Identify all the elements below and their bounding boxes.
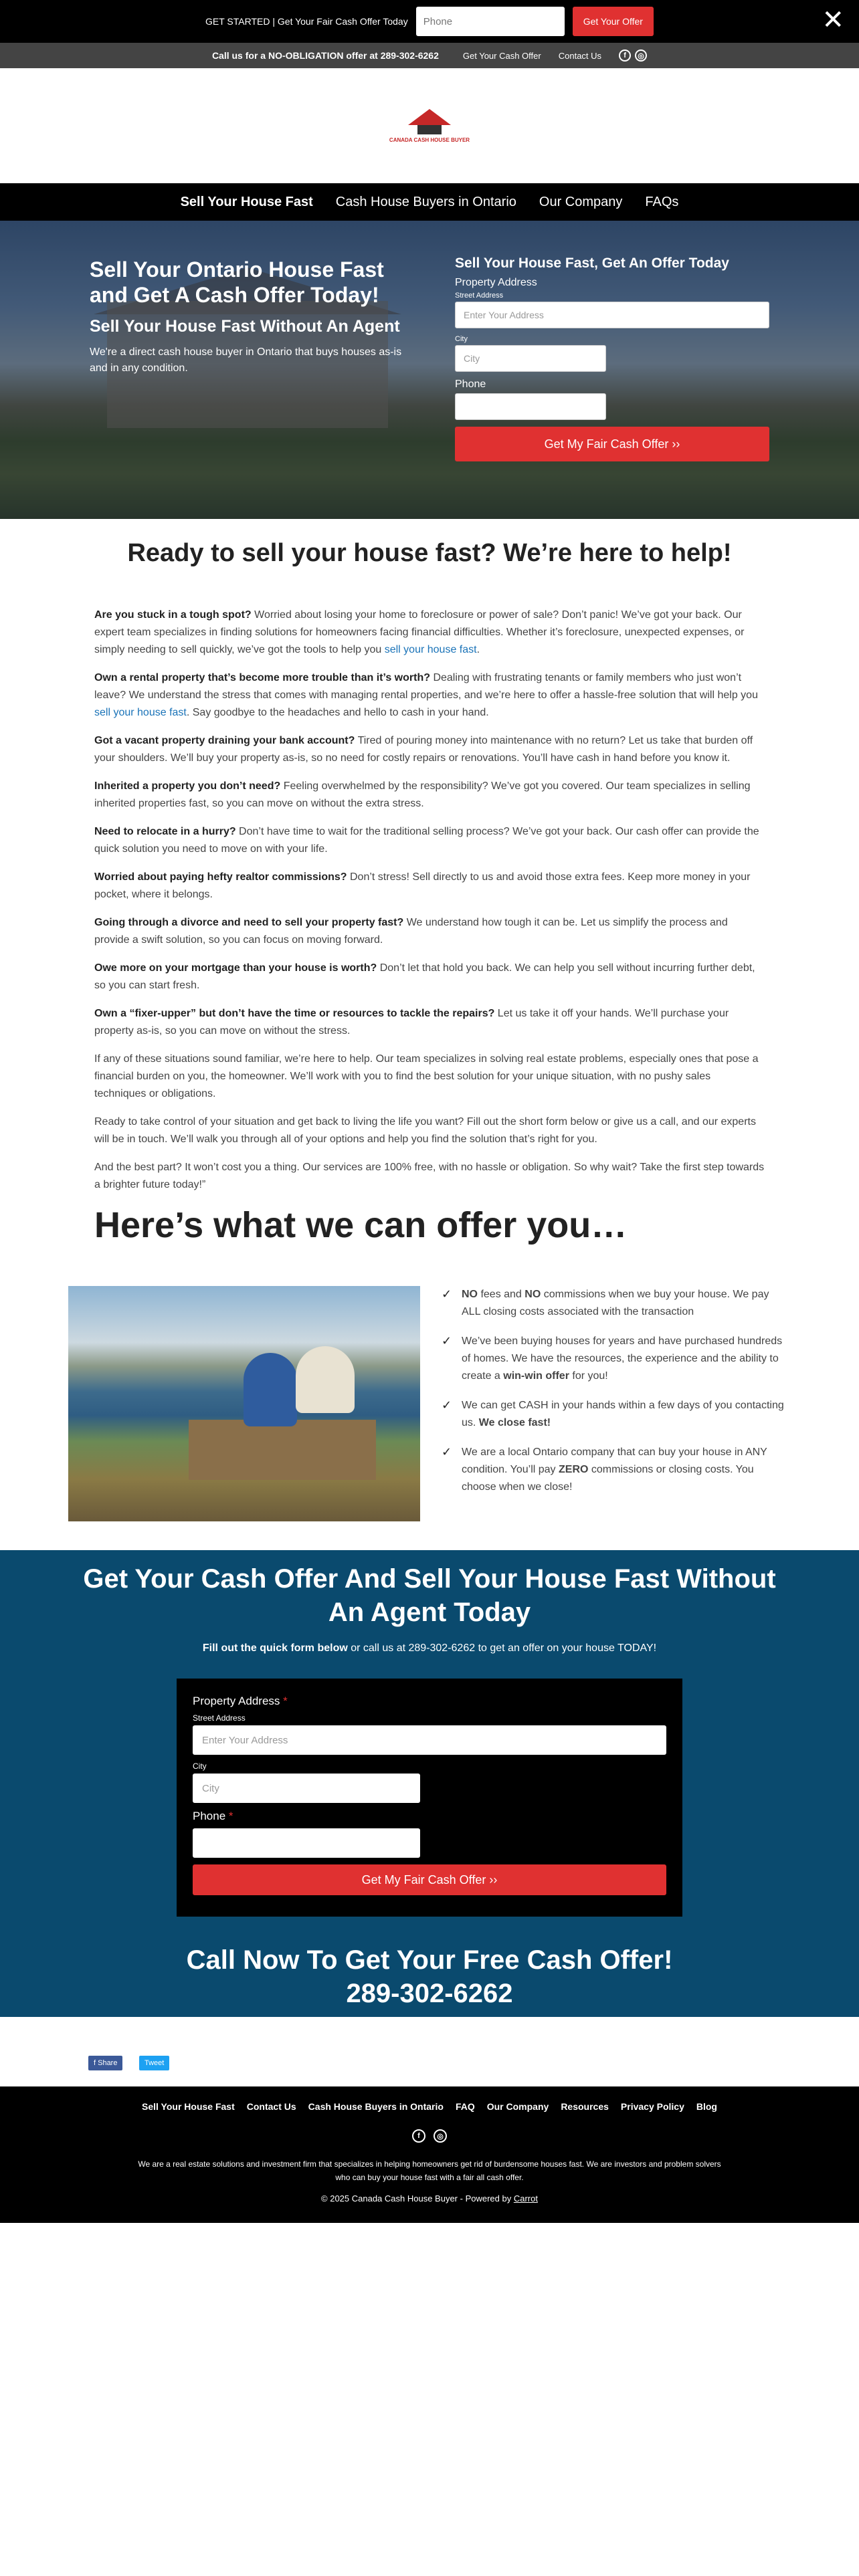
logo-text: CANADA CASH HOUSE BUYER: [389, 136, 470, 143]
offer-list: [442, 1286, 789, 1508]
logo-roof-icon: [408, 109, 451, 125]
hero-title: Sell Your Ontario House Fast and Get A Cash Offer Today!: [90, 257, 384, 307]
content-paragraph: Worried about paying hefty realtor commissions? Don’t stress! Sell directly to us and avoid those extra fees. Keep more money in your pocket, where it belongs.: [94, 871, 751, 900]
facebook-share-button[interactable]: f Share: [88, 2056, 122, 2070]
instagram-icon[interactable]: ◎: [635, 49, 647, 62]
couple-photo: [68, 1286, 420, 1521]
get-fair-cash-offer-button[interactable]: Get My Fair Cash Offer ››: [455, 427, 769, 461]
city-input[interactable]: City: [455, 345, 606, 372]
offer-item-text: We’ve been buying houses for years and have purchased hundreds of homes. We have the resources, the experience and the ability to create a win-win offer for you!: [462, 1335, 783, 1382]
content-paragraph: Are you stuck in a tough spot? Worried about losing your home to foreclosure or power of sale? Don’t panic! We’ve got your back. Our expert team specializes in finding solutions for homeowners facing financial difficulties. Whether it’s foreclosure, unexpected expenses, or simply needing to sell quickly, we’ve got the tools to help you sell your house fast.: [94, 609, 745, 655]
sell-house-fast-link[interactable]: sell your house fast: [94, 707, 187, 718]
offer-item: [442, 1397, 789, 1432]
site-logo[interactable]: [389, 109, 470, 143]
cta-form: [177, 1679, 682, 1917]
content-paragraph: If any of these situations sound familiar, we’re here to help. Our team specializes in solving real estate problems, especially ones that pose a financial burden on you, the homeowner. We’ll work with you to find the best solution for your unique situation, with no pushy sales techniques or obligations.: [94, 1053, 759, 1099]
footer-link[interactable]: Our Company: [486, 2101, 549, 2112]
content-paragraph: Own a rental property that’s become more trouble than it’s worth? Dealing with frustrating tenants or family members who just won’t leave? We understand the stress that comes with managing rental properties, and we’re here to offer a hassle-free solution that will help you sell your house fast. Say goodbye to the headaches and hello to cash in your hand.: [94, 672, 758, 718]
content-paragraph: Inherited a property you don’t need? Feeling overwhelmed by the responsibility? We’ve got you covered. Our team specializes in selling inherited properties fast, so you can move on without the extra stress.: [94, 780, 751, 809]
call-now-phone[interactable]: 289-302-6262: [346, 1979, 513, 2008]
footer-link[interactable]: Cash House Buyers in Ontario: [308, 2101, 444, 2112]
call-text: Call us for a NO-OBLIGATION offer at 289-302-6262: [211, 50, 439, 61]
phone-label: Phone: [455, 379, 486, 390]
footer-link[interactable]: FAQ: [455, 2101, 475, 2112]
content-paragraph: Owe more on your mortgage than your house is worth? Don’t let that hold you back. We can help you sell without incurring further debt, so you can start fresh.: [94, 962, 755, 991]
cta-phone-label: Phone *: [193, 1810, 233, 1822]
offer-item-text: We can get CASH in your hands within a few days of you contacting us. We close fast!: [462, 1400, 784, 1428]
content-paragraph: Got a vacant property draining your bank account? Tired of pouring money into maintenance with no return? Let us take that burden off your shoulders. We’ll buy your property as-is, so no need for costly repairs or renovations. You’ll have cash in hand before you know it.: [94, 735, 753, 764]
cta-street-label: Street Address: [193, 1713, 246, 1723]
footer-facebook-icon[interactable]: f: [412, 2129, 425, 2143]
content-paragraph: Need to relocate in a hurry? Don’t have time to wait for the traditional selling process? We’ve got your back. Our cash offer can provide the quick solution you need to move on with your life.: [94, 826, 759, 855]
street-address-input[interactable]: Enter Your Address: [455, 302, 769, 328]
sell-house-fast-link[interactable]: sell your house fast: [384, 644, 477, 655]
footer-link[interactable]: Blog: [696, 2101, 717, 2112]
share-bar: [0, 2017, 859, 2086]
cta-city-input[interactable]: City: [193, 1774, 420, 1803]
cta-property-label: Property Address *: [193, 1695, 288, 1707]
cta-city-label: City: [193, 1761, 207, 1771]
hero-form-title: Sell Your House Fast, Get An Offer Today: [455, 255, 729, 271]
offer-item: [442, 1444, 789, 1496]
footer-link[interactable]: Privacy Policy: [620, 2101, 684, 2112]
footer-instagram-icon[interactable]: ◎: [434, 2129, 447, 2143]
offer-section: [0, 1286, 859, 1550]
hero-form: [455, 255, 769, 461]
offer-heading: Here’s what we can offer you…: [94, 1205, 628, 1245]
cta-street-input[interactable]: Enter Your Address: [193, 1725, 666, 1755]
footer-links: [0, 2086, 859, 2112]
topbar-phone-input[interactable]: Phone: [416, 7, 565, 36]
top-bar: [0, 0, 859, 43]
call-bar: [0, 43, 859, 68]
twitter-tweet-button[interactable]: Tweet: [139, 2056, 169, 2070]
checkmark-icon: ✓: [442, 1445, 452, 1459]
cta-heading: Get Your Cash Offer And Sell Your House Fast Without An Agent Today: [83, 1564, 776, 1627]
content-paragraph: Going through a divorce and need to sell your property fast? We understand how tough it can be. Let us simplify the process and provide a swift solution, so you can focus on moving forward.: [94, 917, 728, 946]
hero-subtitle: Sell Your House Fast Without An Agent: [90, 317, 400, 336]
footer-link[interactable]: Resources: [561, 2101, 609, 2112]
content-paragraph: Own a “fixer-upper” but don’t have the time or resources to tackle the repairs? Let us take it off your hands. We’ll purchase your property as-is, so you can move on without the stress.: [94, 1008, 729, 1037]
topbar-text: GET STARTED | Get Your Fair Cash Offer Today: [205, 16, 408, 27]
content-paragraph: Ready to take control of your situation and get back to living the life you want? Fill out the short form below or give us a call, and our experts will be in touch. We’ll walk you through all of your options and help you find the solution that’s right for you.: [94, 1116, 756, 1145]
close-icon[interactable]: ✕: [822, 5, 844, 35]
checkmark-icon: ✓: [442, 1287, 452, 1301]
checkmark-icon: ✓: [442, 1398, 452, 1412]
street-address-label: Street Address: [455, 292, 504, 300]
cta-phone-input[interactable]: [193, 1828, 420, 1858]
call-now: [0, 1943, 859, 2010]
checkmark-icon: ✓: [442, 1334, 452, 1348]
cta-sub: Fill out the quick form below or call us at 289-302-6262 to get an offer on your house TODAY!: [202, 1642, 657, 1654]
cta-submit-button[interactable]: Get My Fair Cash Offer ››: [193, 1864, 666, 1895]
phone-input[interactable]: [455, 393, 606, 420]
nav-sell-your-house-fast[interactable]: Sell Your House Fast: [180, 194, 313, 209]
carrot-link[interactable]: Carrot: [513, 2193, 538, 2204]
link-contact-us[interactable]: Contact Us: [558, 50, 602, 61]
offer-item-text: We are a local Ontario company that can buy your house in ANY condition. You’ll pay ZERO commissions or closing costs. You choose when we close!: [462, 1446, 767, 1493]
main-content: [94, 607, 765, 1194]
nav-cash-house-buyers[interactable]: Cash House Buyers in Ontario: [335, 194, 516, 209]
footer-link[interactable]: Sell Your House Fast: [142, 2101, 235, 2112]
facebook-icon[interactable]: f: [619, 49, 631, 62]
hero-desc: We're a direct cash house buyer in Ontario that buys houses as-is and in any condition.: [90, 346, 402, 374]
link-get-cash-offer[interactable]: Get Your Cash Offer: [462, 50, 541, 61]
nav-faqs[interactable]: FAQs: [645, 194, 679, 209]
logo-area: [0, 68, 859, 183]
content-paragraph: And the best part? It won’t cost you a thing. Our services are 100% free, with no hassle or obligation. So why wait? Take the first step towards a brighter future today!”: [94, 1162, 765, 1190]
call-now-text: Call Now To Get Your Free Cash Offer!: [186, 1945, 673, 1975]
footer-link[interactable]: Contact Us: [246, 2101, 296, 2112]
offer-item: [442, 1333, 789, 1385]
hero-section: [0, 221, 859, 519]
get-offer-button[interactable]: Get Your Offer: [573, 7, 654, 36]
property-address-label: Property Address: [455, 277, 537, 288]
offer-item-text: NO fees and NO commissions when we buy your house. We pay ALL closing costs associated with the transaction: [462, 1289, 769, 1317]
footer-about: We are a real estate solutions and investment firm that specializes in helping homeowners get rid of burdensome houses fast. We are investors and problem solvers who can buy your house fast with a fair all cash offer.: [138, 2159, 721, 2182]
footer-copyright: © 2025 Canada Cash House Buyer - Powered by Carrot: [321, 2193, 538, 2204]
logo-house-icon: [417, 125, 442, 134]
cta-section: [0, 1550, 859, 2017]
offer-item: [442, 1286, 789, 1321]
city-label: City: [455, 335, 468, 343]
nav-our-company[interactable]: Our Company: [539, 194, 623, 209]
ready-to-sell-heading: Ready to sell your house fast? We’re here to help!: [127, 539, 732, 567]
footer: [0, 2086, 859, 2223]
main-nav: [0, 183, 859, 221]
